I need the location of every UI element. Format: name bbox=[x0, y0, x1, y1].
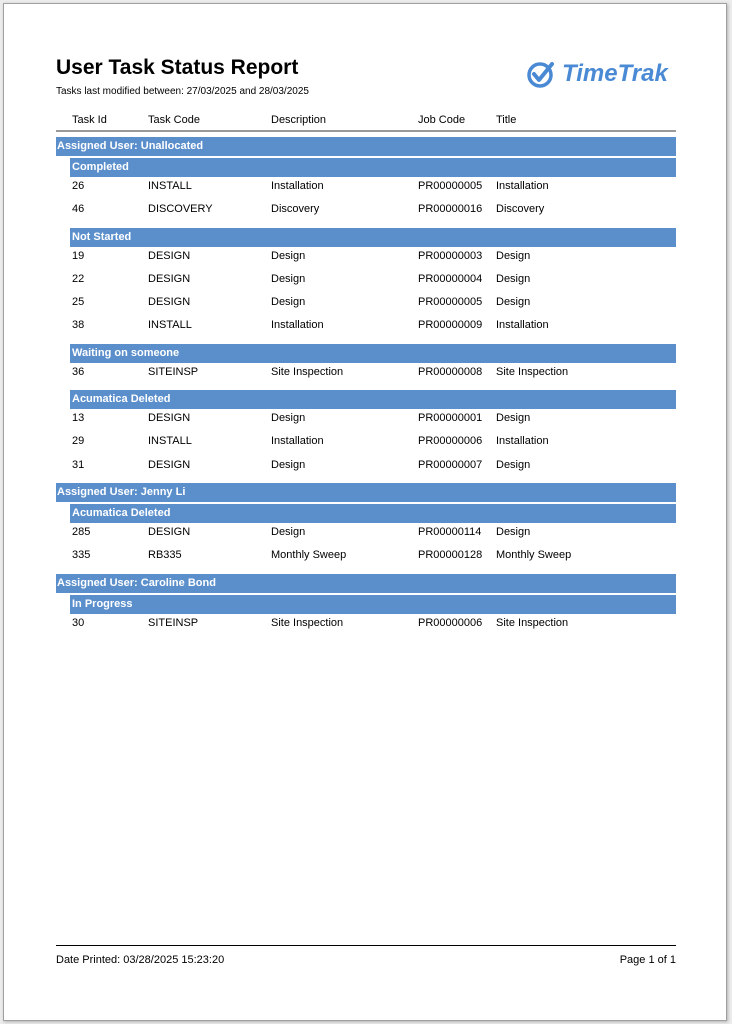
cell-task-code: DESIGN bbox=[148, 412, 191, 425]
status-header: Not Started bbox=[70, 228, 676, 247]
cell-job-code: PR00000001 bbox=[418, 412, 483, 425]
cell-task-id: 29 bbox=[72, 435, 85, 448]
check-circle-icon bbox=[526, 59, 556, 89]
report-subtitle: Tasks last modified between: 27/03/2025 and 28/03/2025 bbox=[56, 86, 309, 97]
cell-description: Site Inspection bbox=[271, 616, 344, 629]
table-row bbox=[56, 271, 676, 294]
cell-title: Design bbox=[496, 296, 531, 309]
cell-title: Design bbox=[496, 412, 531, 425]
cell-description: Design bbox=[271, 272, 306, 285]
cell-task-code: RB335 bbox=[148, 549, 182, 562]
cell-task-id: 26 bbox=[72, 180, 85, 192]
cell-task-code: INSTALL bbox=[148, 180, 192, 192]
cell-title: Installation bbox=[496, 180, 549, 192]
cell-task-id: 25 bbox=[72, 296, 85, 309]
cell-task-code: DESIGN bbox=[148, 525, 191, 538]
table-row bbox=[56, 248, 676, 271]
cell-job-code: PR00000006 bbox=[418, 435, 483, 448]
cell-description: Discovery bbox=[271, 203, 320, 216]
cell-title: Design bbox=[496, 249, 531, 262]
cell-title: Discovery bbox=[496, 203, 545, 216]
report-title: User Task Status Report bbox=[56, 56, 299, 79]
cell-job-code: PR00000128 bbox=[418, 549, 483, 562]
cell-title: Design bbox=[496, 458, 531, 471]
cell-job-code: PR00000003 bbox=[418, 249, 483, 262]
cell-title: Site Inspection bbox=[496, 616, 569, 629]
cell-job-code: PR00000008 bbox=[418, 365, 483, 378]
assigned-user-header: Assigned User: Jenny Li bbox=[56, 483, 676, 502]
cell-task-code: SITEINSP bbox=[148, 616, 199, 629]
cell-description: Site Inspection bbox=[271, 365, 344, 378]
report-groups bbox=[56, 137, 676, 641]
cell-title: Design bbox=[496, 525, 531, 538]
cell-title: Installation bbox=[496, 435, 549, 448]
table-row bbox=[56, 457, 676, 480]
column-title: Title bbox=[496, 114, 517, 126]
cell-task-code: DESIGN bbox=[148, 249, 191, 262]
assigned-user-header: Assigned User: Caroline Bond bbox=[56, 574, 676, 593]
table-row bbox=[56, 433, 676, 456]
cell-job-code: PR00000016 bbox=[418, 203, 483, 216]
status-header: Waiting on someone bbox=[70, 344, 676, 363]
cell-title: Installation bbox=[496, 319, 549, 332]
report-footer bbox=[56, 945, 676, 968]
report-page bbox=[3, 3, 727, 1021]
cell-task-id: 36 bbox=[72, 365, 85, 378]
cell-job-code: PR00000005 bbox=[418, 296, 483, 309]
cell-task-code: INSTALL bbox=[148, 319, 192, 332]
status-header: Completed bbox=[70, 158, 676, 177]
cell-task-id: 46 bbox=[72, 203, 85, 216]
report-content bbox=[56, 4, 676, 1020]
cell-description: Design bbox=[271, 458, 306, 471]
status-header: Acumatica Deleted bbox=[70, 504, 676, 523]
column-task-code: Task Code bbox=[148, 114, 200, 126]
cell-task-code: DESIGN bbox=[148, 458, 191, 471]
date-printed: Date Printed: 03/28/2025 15:23:20 bbox=[56, 954, 225, 966]
table-row bbox=[56, 178, 676, 201]
cell-job-code: PR00000006 bbox=[418, 616, 483, 629]
cell-title: Design bbox=[496, 272, 531, 285]
cell-description: Design bbox=[271, 249, 306, 262]
column-task-id: Task Id bbox=[72, 114, 107, 126]
table-row bbox=[56, 615, 676, 638]
cell-description: Installation bbox=[271, 435, 324, 448]
column-header bbox=[56, 114, 676, 132]
cell-title: Site Inspection bbox=[496, 365, 569, 378]
cell-task-id: 13 bbox=[72, 412, 85, 425]
table-row bbox=[56, 294, 676, 317]
table-row bbox=[56, 547, 676, 570]
cell-task-code: DISCOVERY bbox=[148, 203, 213, 216]
cell-task-id: 31 bbox=[72, 458, 85, 471]
table-row bbox=[56, 364, 676, 387]
table-row bbox=[56, 524, 676, 547]
table-row bbox=[56, 201, 676, 224]
cell-task-id: 335 bbox=[72, 549, 91, 562]
cell-task-code: DESIGN bbox=[148, 296, 191, 309]
column-description: Description bbox=[271, 114, 327, 126]
cell-job-code: PR00000004 bbox=[418, 272, 483, 285]
cell-task-id: 22 bbox=[72, 272, 85, 285]
cell-description: Installation bbox=[271, 319, 324, 332]
cell-task-code: SITEINSP bbox=[148, 365, 199, 378]
cell-task-code: INSTALL bbox=[148, 435, 192, 448]
assigned-user-header: Assigned User: Unallocated bbox=[56, 137, 676, 156]
cell-job-code: PR00000009 bbox=[418, 319, 483, 332]
cell-description: Design bbox=[271, 525, 306, 538]
cell-task-id: 285 bbox=[72, 525, 91, 538]
cell-job-code: PR00000114 bbox=[418, 525, 482, 538]
cell-description: Design bbox=[271, 296, 306, 309]
cell-task-id: 38 bbox=[72, 319, 85, 332]
cell-job-code: PR00000005 bbox=[418, 180, 483, 192]
column-job-code: Job Code bbox=[418, 114, 466, 126]
status-header: Acumatica Deleted bbox=[70, 390, 676, 409]
timetrak-logo bbox=[526, 58, 668, 90]
page-number: Page 1 of 1 bbox=[619, 954, 676, 966]
table-row bbox=[56, 317, 676, 340]
cell-title: Monthly Sweep bbox=[496, 549, 572, 562]
logo-text: TimeTrak bbox=[562, 60, 668, 87]
table-row bbox=[56, 410, 676, 433]
cell-description: Design bbox=[271, 412, 306, 425]
cell-description: Installation bbox=[271, 180, 324, 192]
cell-task-id: 30 bbox=[72, 616, 85, 629]
cell-description: Monthly Sweep bbox=[271, 549, 347, 562]
status-header: In Progress bbox=[70, 595, 676, 614]
cell-task-code: DESIGN bbox=[148, 272, 191, 285]
cell-task-id: 19 bbox=[72, 249, 85, 262]
cell-job-code: PR00000007 bbox=[418, 458, 483, 471]
